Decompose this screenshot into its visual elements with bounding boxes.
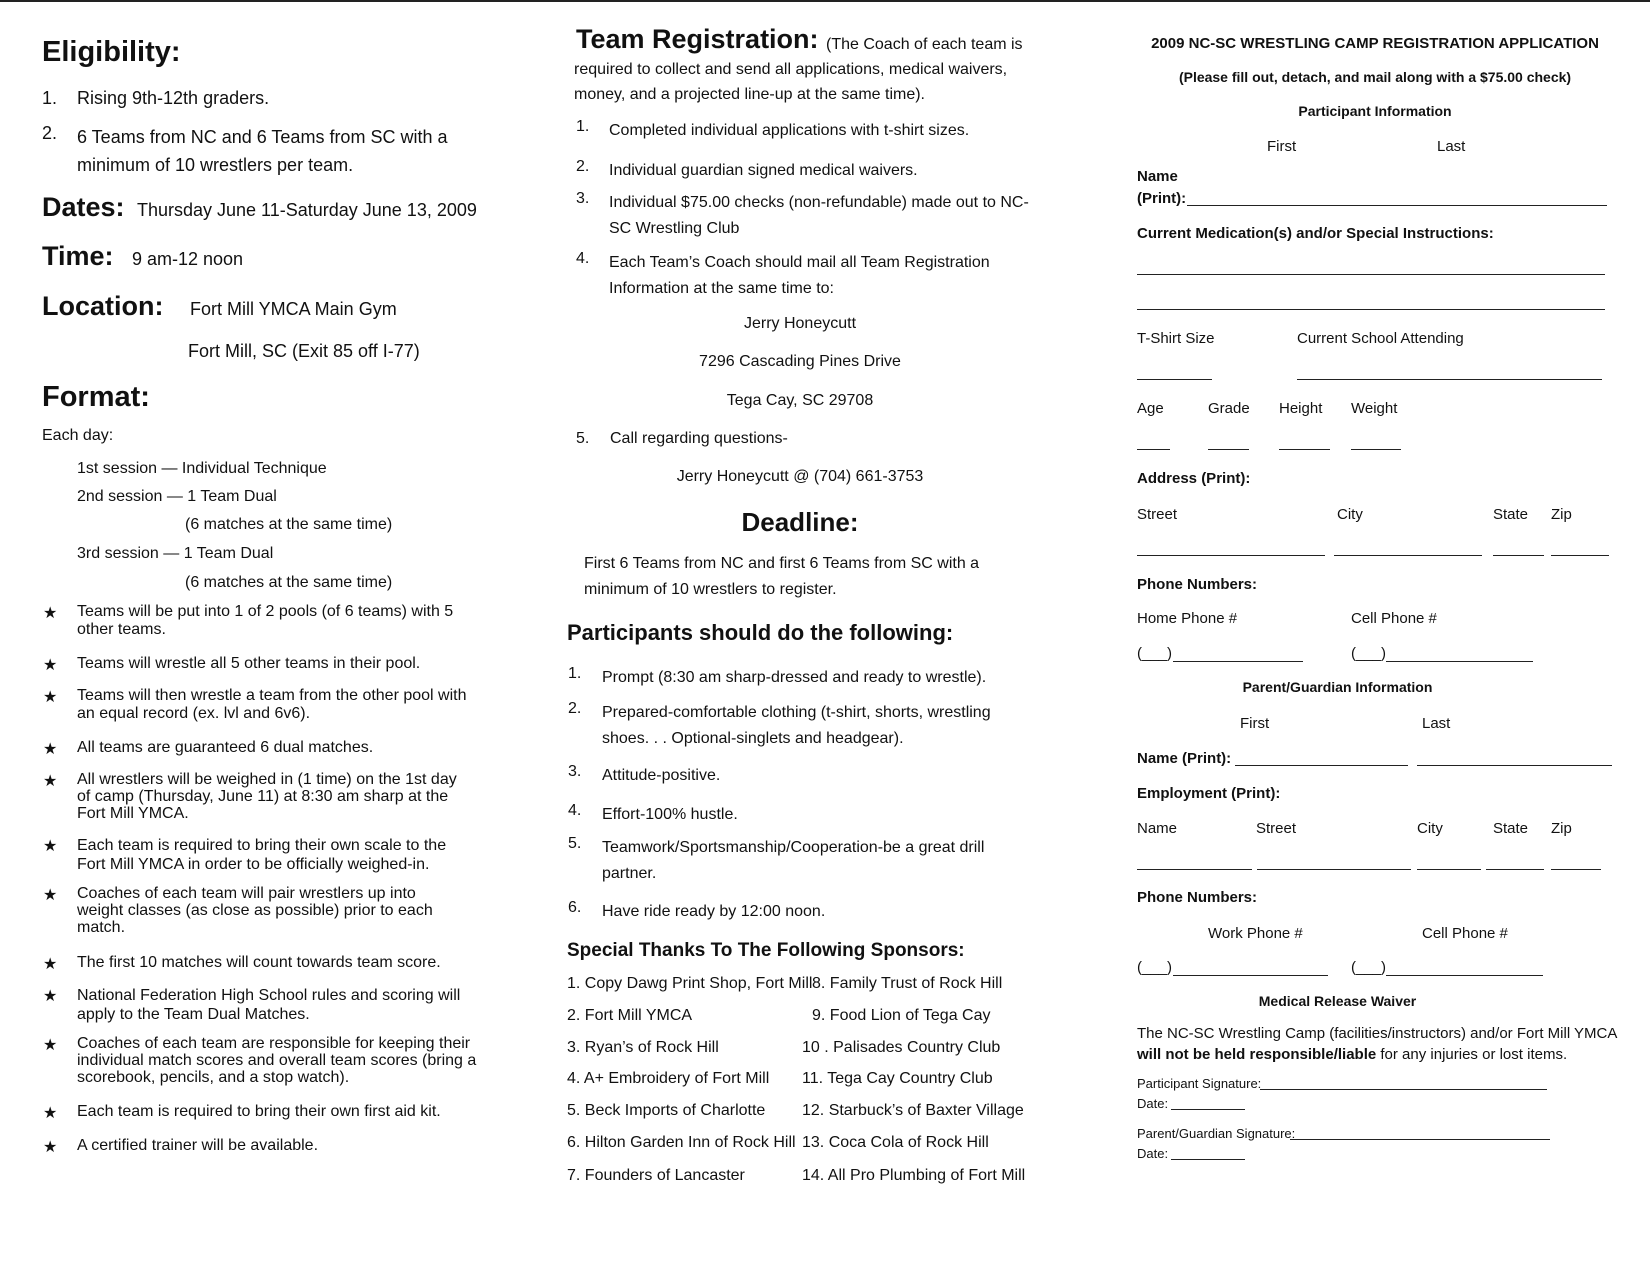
step-number-3: 3. (576, 190, 590, 207)
star-icon: ★ (43, 1037, 58, 1054)
star-icon: ★ (43, 773, 58, 790)
star-icon: ★ (43, 657, 58, 674)
session-3: 3rd session — 1 Team Dual (77, 545, 274, 562)
location-line-2: Fort Mill, SC (Exit 85 off I-77) (188, 341, 420, 361)
parent-info-heading: Parent/Guardian Information (1242, 679, 1433, 695)
format-bullet-6: Each team is required to bring their own scale to the Fort Mill YMCA in order to be officially weighed-in. (77, 837, 447, 873)
participant-rule-4: Effort-100% hustle. (602, 806, 738, 823)
step-2: Individual guardian signed medical waivers. (609, 162, 918, 179)
parent-cell-phone-field[interactable] (1386, 975, 1543, 976)
waiver-bold-text: will not be held responsible/liable (1137, 1046, 1377, 1063)
age-label: Age (1137, 400, 1164, 417)
participants-heading: Participants should do the following: (567, 620, 954, 645)
step-5: Call regarding questions- (610, 430, 788, 447)
column-event-details (40, 0, 510, 1275)
star-icon: ★ (43, 741, 58, 758)
parent-signature-field[interactable] (1290, 1139, 1550, 1140)
zip-label: Zip (1551, 506, 1572, 523)
time-row (42, 241, 243, 272)
parent-first-label: First (1240, 715, 1270, 732)
format-bullet-3: Teams will then wrestle a team from the other pool with an equal record (ex. lvl and 6v6). (77, 687, 467, 722)
participant-rule-3: Attitude-positive. (602, 767, 721, 784)
parent-last-label: Last (1422, 715, 1451, 732)
employer-street-label: Street (1256, 820, 1297, 837)
format-bullet-10: Coaches of each team are responsible for keeping their individual match scores and overall team scores (bring a scorebook, pencils, and a stop watch). (77, 1035, 477, 1086)
grade-label: Grade (1208, 400, 1250, 417)
sponsor-7: 7. Founders of Lancaster (567, 1167, 745, 1184)
participant-rule-6: Have ride ready by 12:00 noon. (602, 903, 826, 920)
sponsor-3: 3. Ryan’s of Rock Hill (567, 1039, 719, 1056)
sponsor-1: 1. Copy Dawg Print Shop, Fort Mill (567, 975, 813, 992)
eligibility-number-2: 2. (42, 123, 58, 143)
tshirt-size-field[interactable] (1137, 379, 1212, 380)
step-number-4: 4. (576, 250, 590, 267)
street-label: Street (1137, 506, 1178, 523)
sponsor-10: 10 . Palisades Country Club (802, 1039, 1001, 1056)
location-line-1: Fort Mill YMCA Main Gym (190, 299, 397, 319)
zip-field[interactable] (1551, 555, 1609, 556)
eligibility-number-1: 1. (42, 88, 58, 108)
address-label: Address (Print): (1137, 470, 1251, 487)
employer-zip-field[interactable] (1551, 869, 1601, 870)
format-bullet-7: Coaches of each team will pair wrestlers up into weight classes (as close as possible) prior to each match. (77, 885, 433, 936)
sponsor-9: 9. Food Lion of Tega Cay (812, 1007, 991, 1024)
phone-numbers-label: Phone Numbers: (1137, 576, 1258, 593)
team-registration-intro: (The Coach of each team is required to collect and send all applications, medical waivers, money, and a projected line-up at the same time). (574, 36, 1023, 103)
state-label: State (1493, 506, 1529, 523)
work-phone-area-code[interactable]: (___) (1137, 959, 1173, 976)
format-heading: Format: (42, 381, 150, 413)
form-title: 2009 NC-SC WRESTLING CAMP REGISTRATION APPLICATION (1151, 35, 1599, 52)
cell-phone-label: Cell Phone # (1351, 610, 1437, 627)
session-2-note: (6 matches at the same time) (185, 516, 393, 533)
parent-cell-area-code[interactable]: (___) (1351, 959, 1387, 976)
medication-label: Current Medication(s) and/or Special Instructions: (1137, 225, 1494, 242)
format-bullet-8: The first 10 matches will count towards team score. (77, 954, 441, 971)
time-value: 9 am-12 noon (131, 249, 244, 269)
participant-rule-5: Teamwork/Sportsmanship/Cooperation-be a great drill partner. (602, 839, 985, 882)
step-number-2: 2. (576, 158, 590, 175)
parent-date-label: Date: (1137, 1146, 1169, 1161)
contact-line: Jerry Honeycutt @ (704) 661-3753 (676, 468, 924, 485)
participant-date-field[interactable] (1171, 1109, 1245, 1110)
format-bullet-5: All wrestlers will be weighed in (1 time) on the 1st day of camp (Thursday, June 11) at 8:30 am sharp at the Fort Mill YMCA. (77, 771, 457, 822)
parent-date-field[interactable] (1171, 1159, 1245, 1160)
weight-field[interactable] (1351, 449, 1401, 450)
city-field[interactable] (1334, 555, 1482, 556)
mail-street: 7296 Cascading Pines Drive (699, 353, 901, 370)
participant-rule-1: Prompt (8:30 am sharp-dressed and ready to wrestle). (602, 669, 987, 686)
sponsor-6: 6. Hilton Garden Inn of Rock Hill (567, 1134, 796, 1151)
medication-field-line-1[interactable] (1137, 274, 1605, 275)
participant-info-heading: Participant Information (1298, 103, 1452, 119)
participant-signature-label: Participant Signature: (1137, 1076, 1262, 1091)
form-subtitle: (Please fill out, detach, and mail along with a $75.00 check) (1178, 69, 1572, 85)
star-icon: ★ (43, 605, 58, 622)
tshirt-size-label: T-Shirt Size (1137, 330, 1215, 347)
home-phone-label: Home Phone # (1137, 610, 1238, 627)
step-number-5: 5. (576, 430, 590, 447)
weight-label: Weight (1351, 400, 1398, 417)
time-label: Time: (42, 241, 114, 271)
location-label: Location: (42, 291, 164, 321)
eligibility-item-2: 6 Teams from NC and 6 Teams from SC with a minimum of 10 wrestlers per team. (77, 127, 448, 175)
sponsor-11: 11. Tega Cay Country Club (802, 1070, 993, 1087)
current-school-field[interactable] (1297, 379, 1602, 380)
waiver-text-line-1: The NC-SC Wrestling Camp (facilities/instructors) and/or Fort Mill YMCA (1137, 1025, 1618, 1042)
waiver-text-line-2 (1137, 1046, 1567, 1063)
height-label: Height (1279, 400, 1323, 417)
participant-signature-field[interactable] (1260, 1089, 1547, 1090)
column-team-registration (567, 0, 1075, 1275)
employer-city-label: City (1417, 820, 1443, 837)
format-bullet-12: A certified trainer will be available. (77, 1137, 319, 1154)
state-field[interactable] (1493, 555, 1544, 556)
step-number-1: 1. (576, 118, 590, 135)
height-field[interactable] (1279, 449, 1330, 450)
dates-value: Thursday June 11-Saturday June 13, 2009 (136, 200, 477, 220)
cell-phone-area-code[interactable]: (___) (1351, 645, 1387, 662)
sponsor-2: 2. Fort Mill YMCA (567, 1007, 693, 1024)
participant-name-field[interactable] (1187, 205, 1607, 206)
cell-phone-field[interactable] (1386, 661, 1533, 662)
employer-city-field[interactable] (1417, 869, 1481, 870)
home-phone-field[interactable] (1173, 661, 1303, 662)
sponsor-14: 14. All Pro Plumbing of Fort Mill (802, 1167, 1026, 1184)
sponsor-5: 5. Beck Imports of Charlotte (567, 1102, 766, 1119)
street-field[interactable] (1137, 555, 1325, 556)
parent-signature-label: Parent/Guardian Signature: (1137, 1126, 1296, 1141)
parent-phone-numbers-label: Phone Numbers: (1137, 889, 1258, 906)
grade-field[interactable] (1208, 449, 1249, 450)
work-phone-field[interactable] (1173, 975, 1328, 976)
deadline-text: First 6 Teams from NC and first 6 Teams from SC with a minimum of 10 wrestlers to register. (584, 555, 980, 598)
waiver-text-end: for any injuries or lost items. (1376, 1046, 1568, 1063)
eligibility-heading: Eligibility: (42, 36, 181, 68)
session-3-note: (6 matches at the same time) (185, 574, 393, 591)
format-bullet-9: National Federation High School rules and scoring will apply to the Team Dual Matches. (77, 987, 461, 1023)
city-label: City (1337, 506, 1363, 523)
mail-city: Tega Cay, SC 29708 (726, 392, 874, 409)
print-label: (Print): (1137, 190, 1187, 207)
sponsor-4: 4. A+ Embroidery of Fort Mill (567, 1070, 770, 1087)
star-icon: ★ (43, 838, 58, 855)
age-field[interactable] (1137, 449, 1170, 450)
employer-name-field[interactable] (1137, 869, 1252, 870)
participant-number-1: 1. (568, 665, 582, 682)
format-bullet-4: All teams are guaranteed 6 dual matches. (77, 739, 374, 756)
mail-name: Jerry Honeycutt (743, 315, 857, 332)
deadline-heading: Deadline: (741, 507, 859, 537)
sponsor-12: 12. Starbuck’s of Baxter Village (802, 1102, 1024, 1119)
registration-form (1135, 0, 1635, 1275)
step-3: Individual $75.00 checks (non-refundable) made out to NC-SC Wrestling Club (609, 194, 1029, 237)
format-bullet-11: Each team is required to bring their own first aid kit. (77, 1103, 441, 1120)
employment-label: Employment (Print): (1137, 785, 1281, 802)
last-name-label: Last (1437, 138, 1466, 155)
work-phone-label: Work Phone # (1208, 925, 1303, 942)
sponsors-heading: Special Thanks To The Following Sponsors: (567, 940, 965, 961)
participant-number-6: 6. (568, 899, 582, 916)
participant-rule-2: Prepared-comfortable clothing (t-shirt, shorts, wrestling shoes. . . Optional-singlets and headgear). (602, 704, 991, 747)
waiver-heading: Medical Release Waiver (1258, 993, 1417, 1009)
participant-number-3: 3. (568, 763, 582, 780)
team-registration-heading: Team Registration: (576, 24, 819, 54)
dates-label: Dates: (42, 192, 125, 222)
step-1: Completed individual applications with t-shirt sizes. (609, 122, 970, 139)
employer-street-field[interactable] (1257, 869, 1411, 870)
sponsor-8: 8. Family Trust of Rock Hill (812, 975, 1003, 992)
each-day-label: Each day: (42, 427, 114, 444)
star-icon: ★ (43, 1139, 58, 1156)
parent-last-name-field[interactable] (1417, 765, 1612, 766)
star-icon: ★ (43, 689, 58, 706)
session-1: 1st session — Individual Technique (77, 460, 327, 477)
format-bullet-2: Teams will wrestle all 5 other teams in their pool. (77, 655, 421, 672)
medication-field-line-2[interactable] (1137, 309, 1605, 310)
participant-date-label: Date: (1137, 1096, 1169, 1111)
first-name-label: First (1267, 138, 1297, 155)
participant-number-2: 2. (568, 700, 582, 717)
parent-first-name-field[interactable] (1235, 765, 1408, 766)
star-icon: ★ (43, 1105, 58, 1122)
employer-zip-label: Zip (1551, 820, 1572, 837)
current-school-label: Current School Attending (1297, 330, 1464, 347)
home-phone-area-code[interactable]: (___) (1137, 645, 1173, 662)
format-bullet-1: Teams will be put into 1 of 2 pools (of 6 teams) with 5 other teams. (77, 603, 454, 638)
participant-number-4: 4. (568, 802, 582, 819)
name-label: Name (1137, 168, 1178, 185)
parent-name-label: Name (Print): (1137, 750, 1232, 767)
star-icon: ★ (43, 887, 58, 904)
participant-number-5: 5. (568, 835, 582, 852)
employer-state-label: State (1493, 820, 1529, 837)
employer-state-field[interactable] (1486, 869, 1544, 870)
parent-cell-phone-label: Cell Phone # (1422, 925, 1508, 942)
employer-name-label: Name (1137, 820, 1178, 837)
eligibility-item-1: Rising 9th-12th graders. (77, 88, 270, 108)
session-2: 2nd session — 1 Team Dual (77, 488, 277, 505)
sponsor-13: 13. Coca Cola of Rock Hill (802, 1134, 989, 1151)
dates-row (42, 192, 477, 223)
step-4: Each Team’s Coach should mail all Team Registration Information at the same time to: (609, 254, 990, 297)
star-icon: ★ (43, 988, 58, 1005)
star-icon: ★ (43, 956, 58, 973)
